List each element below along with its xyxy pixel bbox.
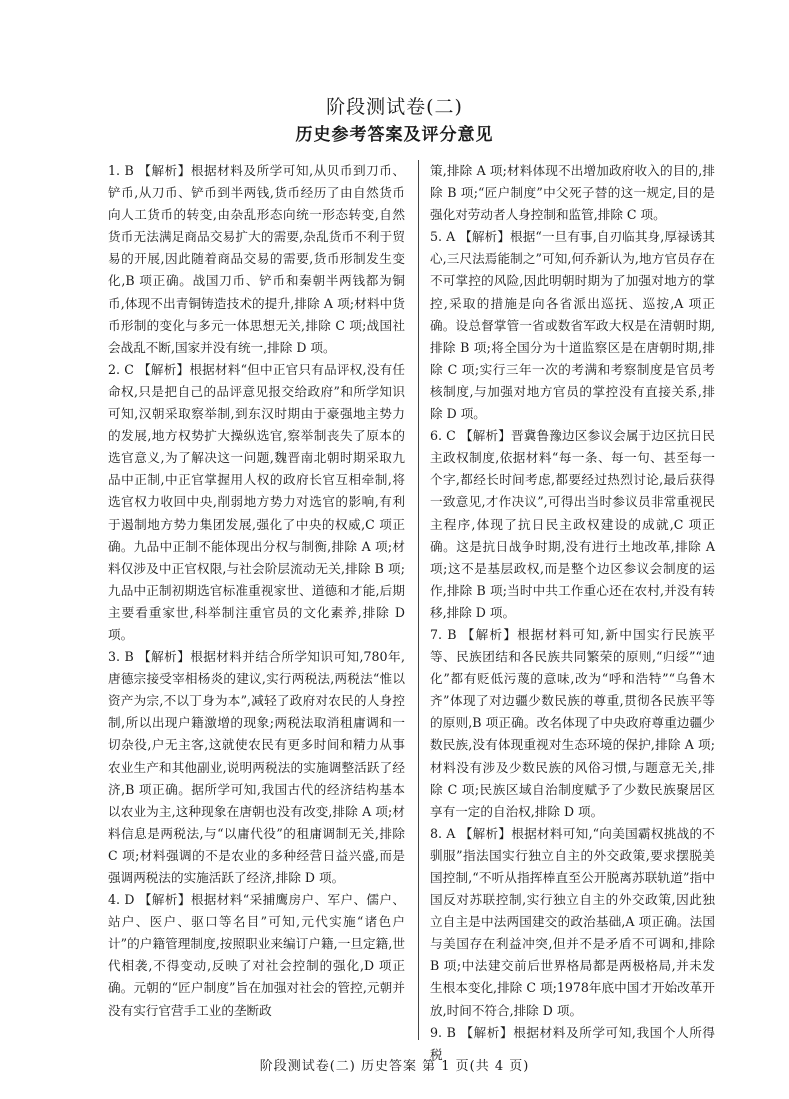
page-title: 阶段测试卷(二) (326, 96, 463, 118)
page-footer: 阶段测试卷(二) 历史答案 第 1 页(共 4 页) (259, 1059, 530, 1074)
right-column (430, 160, 715, 1062)
column-divider (418, 160, 419, 1040)
answer-item-4: 4. D 【解析】根据材料“采捕鹰房户、军户、儒户、站户、医户、驱口等名目”可知,元代实施“诸色户计”的户籍管理制度,按照职业来编订户籍,一旦定籍,世代相袭,不得变动,反映了对社会控制的强化,D 项正确。元朝的“匠户制度”旨在加强对社会的管控,元朝并没有实行官营手工业的垄断政 (108, 892, 405, 1018)
answer-item-8: 8. A 【解析】根据材料可知,“向美国霸权挑战的不驯服”指法国实行独立自主的外交政策,要求摆脱美国控制,“不听从指挥棒直至公开脱离苏联轨道”指中国反对苏联控制,实行独立自主的外交政策,因此独立自主是中法两国建交的政治基础,A 项正确。法国与美国存在利益冲突,但并不是矛盾不可调和,排除 B 项;中法建交前后世界格局都是两极格局,并未发生根本变化,排除 C 项;1978年底中国才开始改革开放,时间不符合,排除 D 项。 (430, 825, 715, 1018)
answer-item-9: 9. B 【解析】根据材料及所学可知,我国个人所得税 (430, 1024, 715, 1062)
answer-item-6: 6. C 【解析】晋冀鲁豫边区参议会属于边区抗日民主政权制度,依据材料“每一条、每一句、甚至每一个字,都经长时间考虑,都要经过热烈讨论,最后获得一致意见,才作决议”,可得出当时参议员非常重视民主程序,体现了抗日民主政权建设的成就,C 项正确。这是抗日战争时期,没有进行土地改革,排除 A 项;这不是基层政权,而是整个边区参议会制度的运作,排除 B 项;当时中共工作重心还在农村,并没有转移,排除 D 项。 (430, 428, 715, 620)
left-column (108, 160, 405, 1040)
page-subtitle: 历史参考答案及评分意见 (295, 125, 494, 145)
answer-item-4-continued: 策,排除 A 项;材料体现不出增加政府收入的目的,排除 B 项;“匠户制度”中父死子替的这一规定,目的是强化对劳动者人身控制和监管,排除 C 项。 (430, 163, 715, 223)
answer-item-7: 7. B 【解析】根据材料可知,新中国实行民族平等、民族团结和各民族共同繁荣的原则,“归绥”“迪化”都有贬低污蔑的意味,改为“呼和浩特”“乌鲁木齐”体现了对边疆少数民族的尊重,贯彻各民族平等的原则,B 项正确。改名体现了中央政府尊重边疆少数民族,没有体现重视对生态环境的保护,排除 A 项;材料没有涉及少数民族的风俗习惯,与题意无关,排除 C 项;民族区域自治制度赋予了少数民族聚居区享有一定的自治权,排除 D 项。 (430, 626, 715, 819)
answer-item-3: 3. B 【解析】根据材料并结合所学知识可知,780年,唐德宗接受宰相杨炎的建议,实行两税法,两税法“惟以资产为宗,不以丁身为本”,减轻了政府对农民的人身控制,所以出现户籍激增的现象;两税法取消租庸调和一切杂役,户无主客,这就使农民有更多时间和精力从事农业生产和其他副业,说明两税法的实施调整活跃了经济,B 项正确。据所学可知,我国古代的经济结构基本以农业为主,这种现象在唐朝也没有改变,排除 A 项;材料信息是两税法,与“以庸代役”的租庸调制无关,排除 C 项;材料强调的不是农业的多种经营日益兴盛,而是强调两税法的实施活跃了经济,排除 D 项。 (108, 649, 405, 885)
answer-item-1: 1. B 【解析】根据材料及所学可知,从贝币到刀币、铲币,从刀币、铲币到半两钱,货币经历了由自然货币向人工货币的转变,由杂乱形态向统一形态转变,自然货币无法满足商品交易扩大的需要,杂乱货币不利于贸易的开展,因此随着商品交易的需要,货币形制发生变化,B 项正确。战国刀币、铲币和秦朝半两钱都为铜币,体现不出青铜铸造技术的提升,排除 A 项;材料中货币形制的变化与多元一体思想无关,排除 C 项;战国社会战乱不断,国家并没有统一,排除 D 项。 (108, 163, 405, 355)
answer-item-5: 5. A 【解析】根据“一旦有事,自刃临其身,厚禄诱其心,三尺法焉能制之”可知,何乔新认为,地方官员存在不可掌控的风险,因此明朝时期为了加强对地方的掌控,采取的措施是向各省派出巡抚、巡按,A 项正确。设总督掌管一省或数省军政大权是在清朝时期,排除 B 项;将全国分为十道监察区是在唐朝时期,排除 C 项;实行三年一次的考满和考察制度是官员考核制度,与加强对地方官员的掌控没有直接关系,排除 D 项。 (430, 229, 715, 422)
answer-item-2: 2. C 【解析】根据材料“但中正官只有品评权,没有任命权,只是把自己的品评意见报交给政府”和所学知识可知,汉朝采取察举制,到东汉时期由于豪强地主势力的发展,地方权势扩大操纵选官,察举制丧失了原本的选官意义,为了解决这一问题,魏晋南北朝时期采取九品中正制,中正官掌握用人权的政府长官互相牵制,将选官权力收回中央,削弱地方势力对选官的影响,有利于遏制地方势力集团发展,强化了中央的权威,C 项正确。九品中正制不能体现出分权与制衡,排除 A 项;材料仅涉及中正官权限,与社会阶层流动无关,排除 B 项;九品中正制初期选官标准重视家世、道德和才能,后期主要看重家世,科举制注重官员的文化素养,排除 D 项。 (108, 361, 405, 642)
